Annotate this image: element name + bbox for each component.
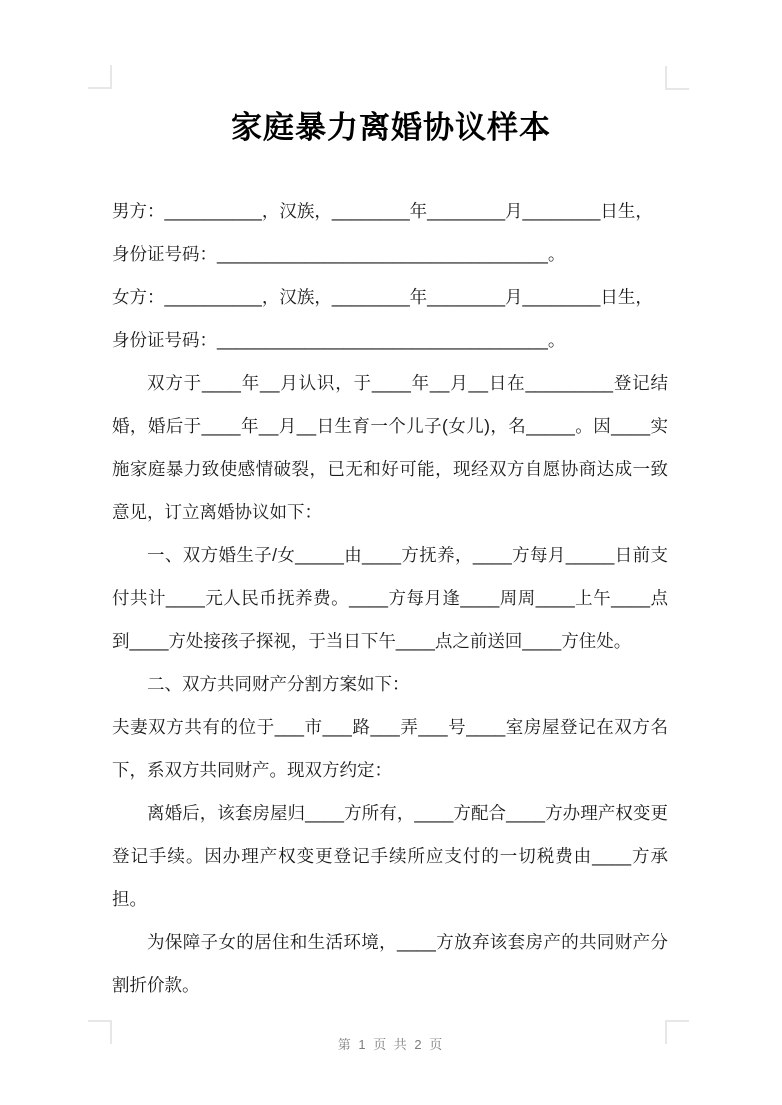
paragraph-party-female: 女方：__________，汉族，________年________月________日生，	[112, 287, 653, 307]
paragraph-preamble: 双方于____年__月认识，于____年__月__日在_________登记结婚，婚后于____年__月__日生育一个儿子(女儿)，名_____。因____实施家庭暴力致使感情破裂，已无和好可能，现经双方自愿协商达成一致意见，订立离婚协议如下：	[112, 373, 668, 522]
paragraph-party-male: 男方：__________，汉族，________年________月________日生，	[112, 201, 653, 221]
paragraph-clause-2-heading: 二、双方共同财产分割方案如下：	[147, 674, 410, 694]
page-number-footer: 第 1 页 共 2 页	[337, 1037, 445, 1052]
document-title: 家庭暴力离婚协议样本	[231, 110, 551, 145]
document-body	[112, 190, 668, 1007]
margin-corner-mark-top-right	[665, 66, 689, 90]
margin-corner-mark-top-left	[88, 65, 112, 89]
paragraph-property-description: 夫妻双方共有的位于___市___路___弄___号____室房屋登记在双方名下，系双方共同财产。现双方约定：	[112, 717, 668, 780]
paragraph-female-id-number: 身份证号码：__________________________________。	[112, 330, 566, 350]
paragraph-male-id-number: 身份证号码：__________________________________。	[112, 244, 566, 264]
paragraph-property-waiver: 为保障子女的居住和生活环境，____方放弃该套房产的共同财产分割折价款。	[112, 932, 668, 995]
paragraph-property-transfer: 离婚后，该套房屋归____方所有，____方配合____方办理产权变更登记手续。因办理产权变更登记手续所应支付的一切税费由____方承担。	[112, 803, 668, 909]
paragraph-clause-1-custody: 一、双方婚生子/女_____由____方抚养，____方每月_____日前支付共计____元人民币抚养费。____方每月逢____周周____上午____点到____方处接孩子探视，于当日下午____点之前送回____方住处。	[112, 545, 668, 651]
